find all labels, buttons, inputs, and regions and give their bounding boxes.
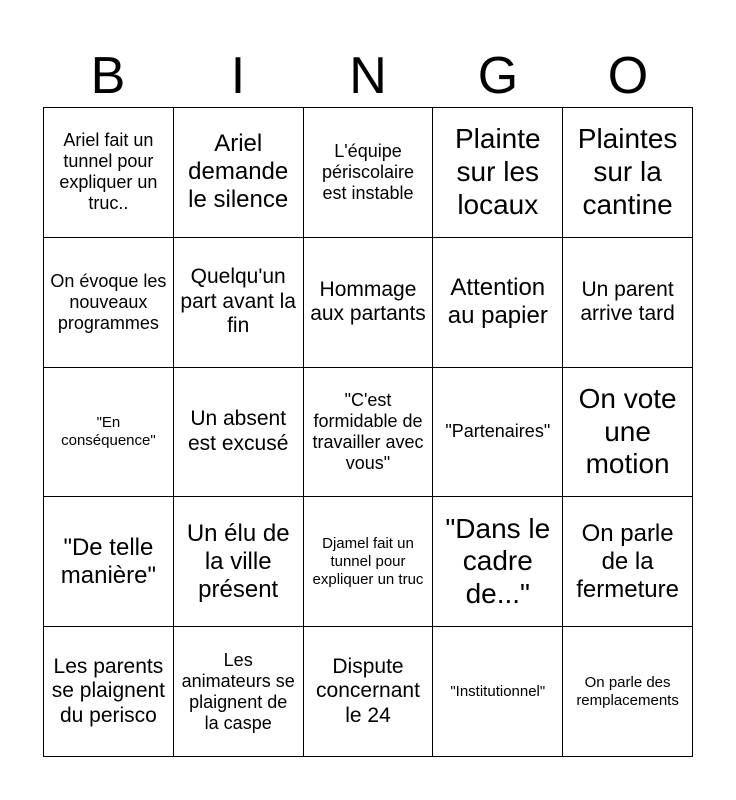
bingo-cell[interactable]: "En conséquence": [44, 368, 174, 498]
bingo-cell[interactable]: Les animateurs se plaignent de la caspe: [174, 627, 304, 757]
bingo-cell[interactable]: On parle de la fermeture: [563, 497, 693, 627]
header-letter-i: I: [230, 47, 246, 105]
bingo-cell[interactable]: Attention au papier: [433, 238, 563, 368]
bingo-cell[interactable]: Hommage aux partants: [304, 238, 434, 368]
bingo-cell[interactable]: Un élu de la ville présent: [174, 497, 304, 627]
bingo-cell[interactable]: On parle des remplacements: [563, 627, 693, 757]
bingo-cell[interactable]: "Partenaires": [433, 368, 563, 498]
bingo-cell[interactable]: "C'est formidable de travailler avec vous": [304, 368, 434, 498]
bingo-cell[interactable]: On évoque les nouveaux programmes: [44, 238, 174, 368]
bingo-cell[interactable]: Dispute concernant le 24: [304, 627, 434, 757]
bingo-cell[interactable]: Ariel fait un tunnel pour expliquer un truc..: [44, 108, 174, 238]
bingo-cell[interactable]: Quelqu'un part avant la fin: [174, 238, 304, 368]
bingo-cell[interactable]: Un absent est excusé: [174, 368, 304, 498]
header-letter-g: G: [477, 47, 519, 105]
bingo-cell[interactable]: "De telle manière": [44, 497, 174, 627]
bingo-cell[interactable]: On vote une motion: [563, 368, 693, 498]
bingo-cell[interactable]: "Dans le cadre de...": [433, 497, 563, 627]
bingo-header: [43, 46, 693, 106]
bingo-cell[interactable]: Ariel demande le silence: [174, 108, 304, 238]
bingo-grid: [43, 107, 693, 757]
bingo-cell[interactable]: Les parents se plaignent du perisco: [44, 627, 174, 757]
header-letter-b: B: [90, 47, 126, 105]
bingo-cell[interactable]: Djamel fait un tunnel pour expliquer un truc: [304, 497, 434, 627]
header-letter-o: O: [607, 47, 649, 105]
bingo-cell[interactable]: Un parent arrive tard: [563, 238, 693, 368]
bingo-cell[interactable]: L'équipe périscolaire est instable: [304, 108, 434, 238]
bingo-cell[interactable]: Plainte sur les locaux: [433, 108, 563, 238]
bingo-cell[interactable]: "Institutionnel": [433, 627, 563, 757]
header-letter-n: N: [349, 47, 387, 105]
bingo-cell[interactable]: Plaintes sur la cantine: [563, 108, 693, 238]
